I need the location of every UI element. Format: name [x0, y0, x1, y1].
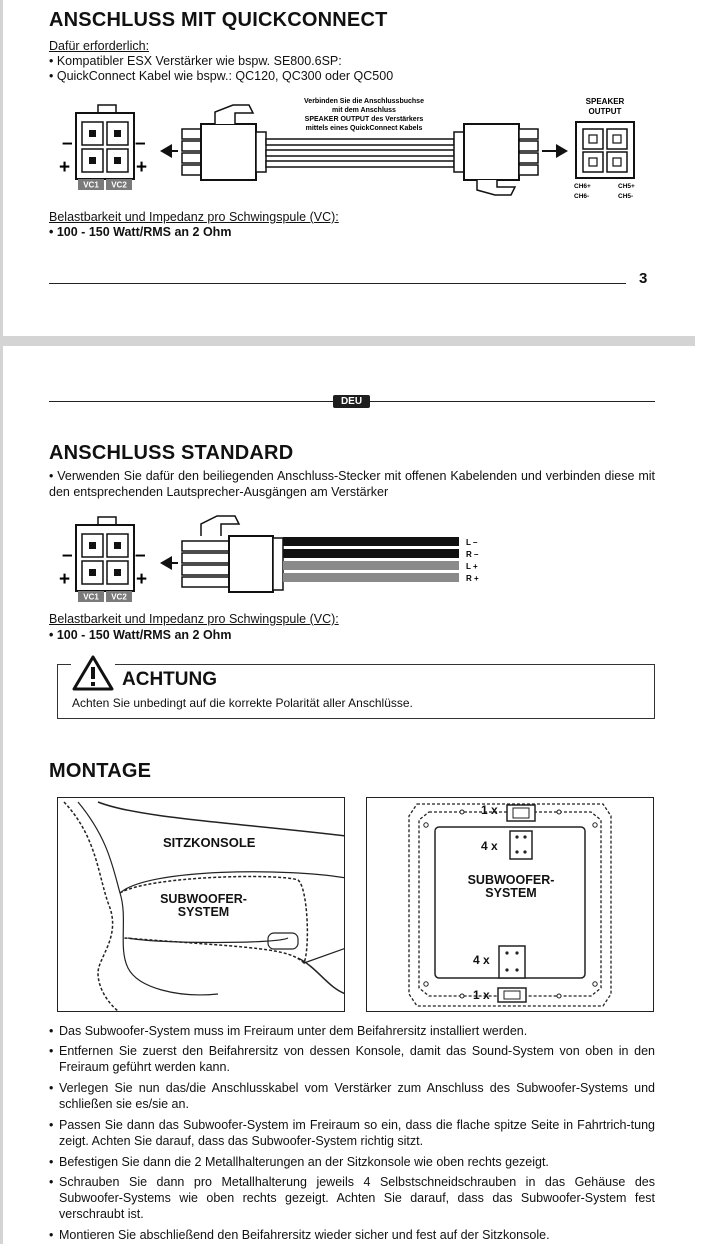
montage-step: • Passen Sie dann das Subwoofer-System im Freiraum so ein, dass die flache spitze Seite in Fahrtrich-tung zeigt. Achten Sie darauf, dass das Subwoofer-System richtig sitzt. [49, 1117, 655, 1149]
seat-console-diagram [57, 797, 345, 1012]
wire-label: L – [466, 538, 478, 547]
quickconnect-caption-line: SPEAKER OUTPUT des Verstärkers [304, 116, 424, 123]
quickconnect-caption-line: mittels eines QuickConnect Kabels [305, 125, 423, 132]
header-rule-left [49, 401, 333, 402]
bottom-bracket-plate [499, 946, 525, 978]
channel-label: CH5+ [618, 183, 635, 190]
plus-sign: + [59, 569, 71, 590]
warning-text: Achten Sie unbedingt auf die korrekte Polarität aller Anschlüsse. [72, 696, 413, 710]
speaker-output-label: OUTPUT [588, 107, 622, 116]
montage-title: MONTAGE [49, 760, 152, 782]
arrow-right-icon [556, 144, 568, 158]
label-seat-console: SITZKONSOLE [163, 835, 256, 850]
standard-wiring-diagram [49, 508, 499, 604]
channel-label: CH6- [574, 193, 590, 200]
load-value: • 100 - 150 Watt/RMS an 2 Ohm [49, 225, 232, 239]
footer-rule [49, 283, 626, 284]
quickconnect-wiring-diagram [49, 92, 669, 206]
count-label-top: 1 x [481, 803, 498, 817]
header-rule-right [370, 401, 655, 402]
plus-sign: + [136, 569, 148, 590]
mounting-bracket-diagram [366, 797, 654, 1012]
wire-label: L + [466, 562, 478, 571]
wire-r-minus [283, 549, 459, 558]
warning-box [57, 664, 655, 719]
count-label-bottom: 1 x [473, 988, 490, 1002]
montage-step: • Das Subwoofer-System muss im Freiraum unter dem Beifahrersitz installiert werden. [49, 1023, 655, 1039]
channel-label: CH6+ [574, 183, 591, 190]
plug-latch [477, 180, 515, 195]
standard-title: ANSCHLUSS STANDARD [49, 442, 294, 464]
vc2-label: VC2 [111, 180, 127, 190]
plug-body [464, 124, 519, 180]
plus-sign: + [59, 157, 71, 178]
label-subwoofer: SYSTEM [177, 905, 230, 919]
load-value: • 100 - 150 Watt/RMS an 2 Ohm [49, 628, 232, 642]
montage-step: • Montieren Sie abschließend den Beifahrersitz wieder sicher und fest auf der Sitzkonsole. [49, 1227, 655, 1243]
montage-step: • Entfernen Sie zuerst den Beifahrersitz von dessen Konsole, damit das Sound-System von oben in den Freiraum geführt werden kann. [49, 1043, 655, 1075]
top-bracket-plate [510, 831, 532, 859]
count-label-bottom: 4 x [473, 953, 490, 967]
wire-l-minus [283, 537, 459, 546]
montage-step: • Schrauben Sie dann pro Metallhalterung jeweils 4 Selbstschneidschrauben in das Gehäuse des Subwoofer-Systems wie oben rechts gezeigt. Achten Sie darauf, dass das Subwoofer-System fest verschraubt ist. [49, 1174, 655, 1222]
label-subwoofer: SUBWOOFER- [160, 892, 247, 906]
quickconnect-title: ANSCHLUSS MIT QUICKCONNECT [49, 9, 388, 31]
count-label-top: 4 x [481, 839, 498, 853]
cable-wire [266, 161, 454, 167]
vc2-label: VC2 [111, 592, 127, 602]
speaker-output-label: SPEAKER [585, 97, 625, 106]
load-label: Belastbarkeit und Impedanz pro Schwingspule (VC): [49, 612, 339, 626]
plug-body [229, 536, 273, 592]
minus-sign: – [62, 133, 73, 154]
wire-label: R + [466, 574, 479, 583]
minus-sign: – [135, 133, 146, 154]
quickconnect-caption-line: Verbinden Sie die Anschlussbuchse [304, 98, 424, 105]
page-number: 3 [639, 270, 648, 287]
label-subwoofer: SYSTEM [485, 886, 537, 900]
language-badge: DEU [333, 395, 370, 408]
plug-latch [215, 105, 253, 124]
warning-title: ACHTUNG [122, 669, 217, 690]
cable-wire [266, 139, 454, 145]
standard-description: • Verwenden Sie dafür den beiliegenden Anschluss-Stecker mit offenen Kabelenden und verbinden diese mit den entsprechenden Lautsprecher-Ausgängen am Verstärker [49, 469, 655, 499]
label-subwoofer: SUBWOOFER- [467, 873, 555, 887]
page-left-edge [0, 0, 3, 1244]
minus-sign: – [62, 545, 73, 566]
requirement-item: • QuickConnect Kabel wie bspw.: QC120, QC300 oder QC500 [49, 69, 394, 83]
montage-step: • Verlegen Sie nun das/die Anschlusskabel vom Verstärker zum Anschluss des Subwoofer-Systems und schließen sie es/sie an. [49, 1080, 655, 1112]
required-label: Dafür erforderlich: [49, 39, 150, 53]
vc1-label: VC1 [83, 592, 99, 602]
arrow-left-icon [160, 556, 172, 570]
wire-l-plus [283, 561, 459, 570]
montage-step: • Befestigen Sie dann die 2 Metallhalterungen an der Sitzkonsole wie oben rechts gezeigt. [49, 1154, 655, 1170]
wire-r-plus [283, 573, 459, 582]
load-label: Belastbarkeit und Impedanz pro Schwingspule (VC): [49, 210, 339, 224]
requirement-item: • Kompatibler ESX Verstärker wie bspw. SE800.6SP: [49, 54, 342, 68]
wire-label: R – [466, 550, 479, 559]
page-break [0, 336, 695, 346]
vc1-label: VC1 [83, 180, 99, 190]
plug-body [201, 124, 256, 180]
quickconnect-caption-line: mit dem Anschluss [332, 107, 396, 114]
minus-sign: – [135, 545, 146, 566]
arrow-left-icon [160, 144, 172, 158]
channel-label: CH5- [618, 193, 634, 200]
warning-icon [71, 653, 115, 693]
plus-sign: + [136, 157, 148, 178]
cable-wire [266, 150, 454, 156]
